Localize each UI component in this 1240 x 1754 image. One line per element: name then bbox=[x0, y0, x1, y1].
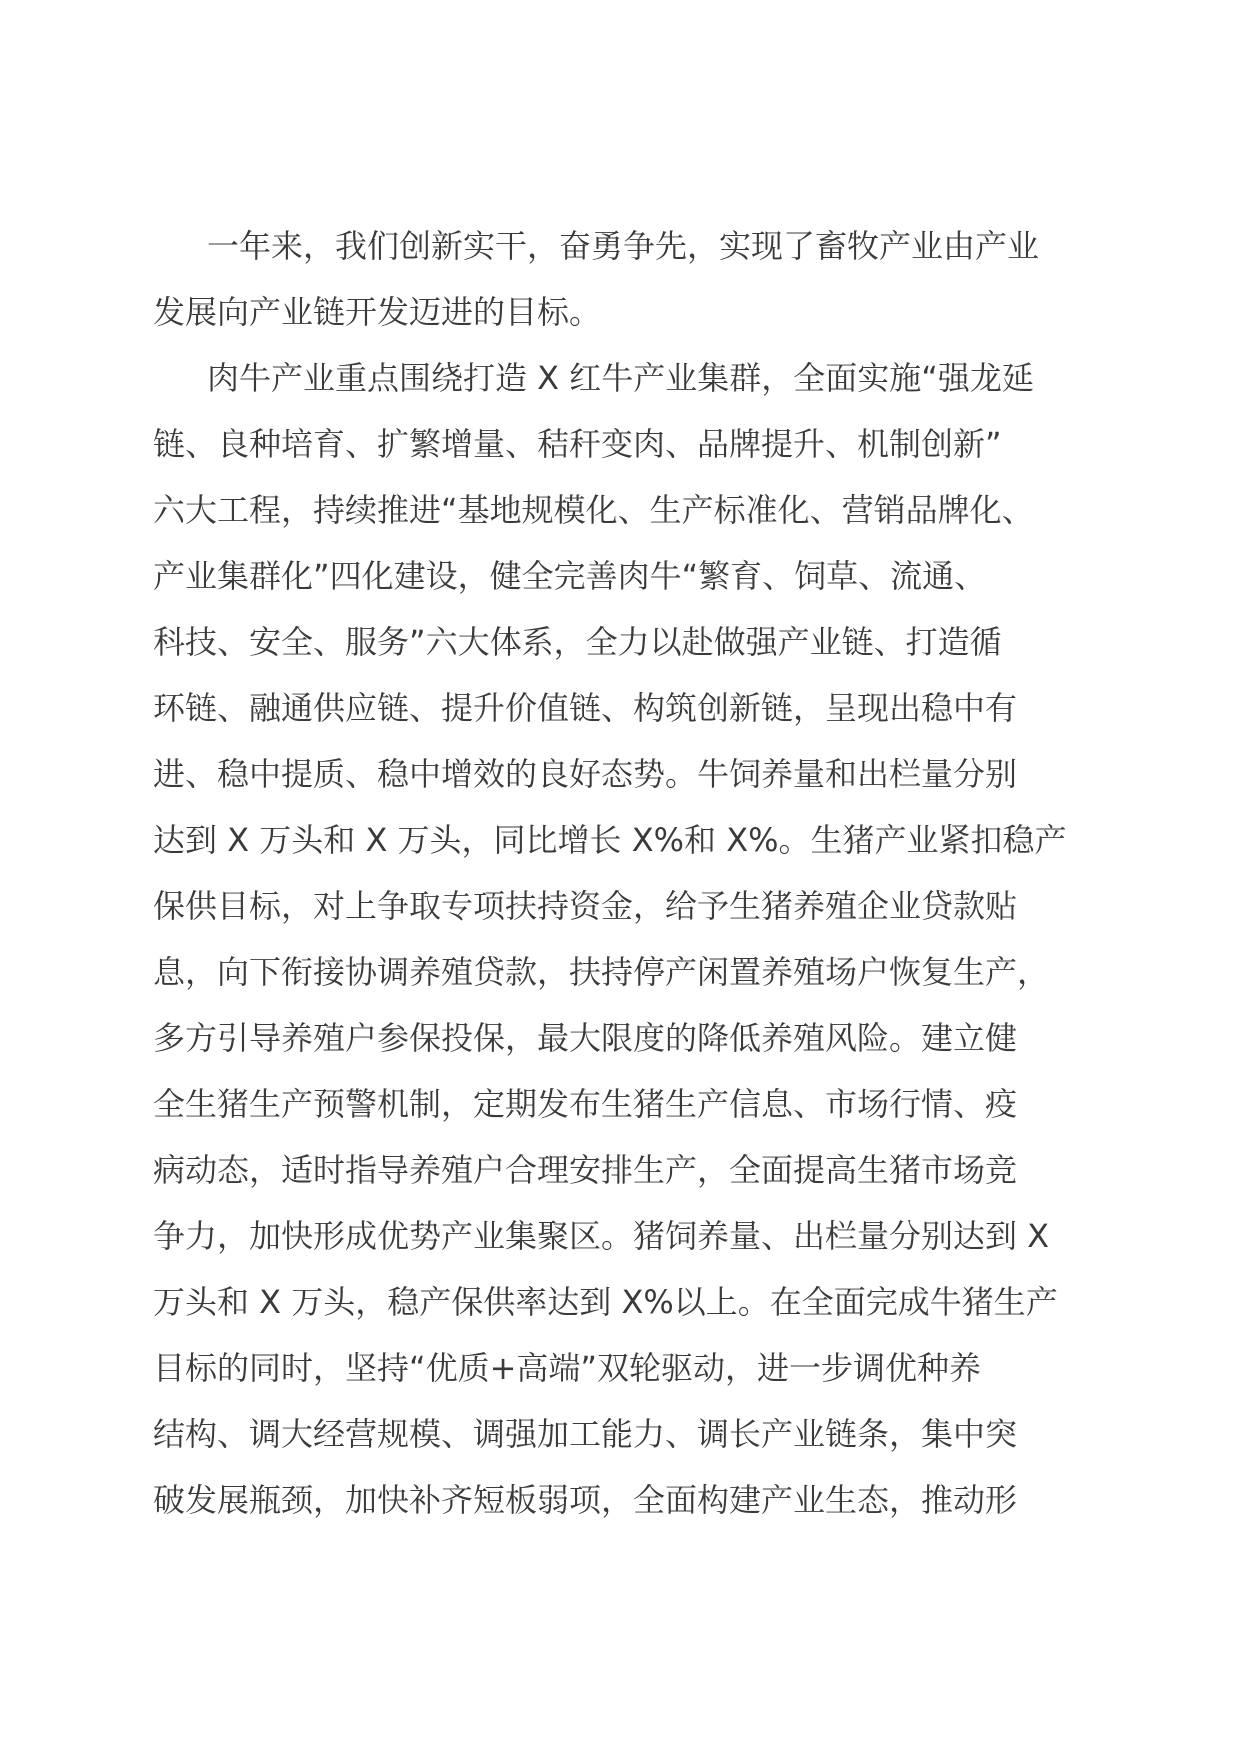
paragraph-2-line-11: 多方引导养殖户参保投保，最大限度的降低养殖风险。建立健 bbox=[153, 1019, 1018, 1057]
paragraph-2-line-18: 破发展瓶颈，加快补齐短板弱项，全面构建产业生态，推动形 bbox=[153, 1481, 1018, 1519]
paragraph-2-line-8: 达到 X 万头和 X 万头，同比增长 X%和 X%。生猪产业紧扣稳产 bbox=[153, 821, 1067, 859]
paragraph-2-line-9: 保供目标，对上争取专项扶持资金，给予生猪养殖企业贷款贴 bbox=[153, 887, 1018, 925]
paragraph-2-line-4: 产业集群化”四化建设，健全完善肉牛“繁育、饲草、流通、 bbox=[153, 557, 987, 595]
paragraph-2-line-14: 争力，加快形成优势产业集聚区。猪饲养量、出栏量分别达到 X bbox=[153, 1217, 1050, 1255]
paragraph-2-line-6: 环链、融通供应链、提升价值链、构筑创新链，呈现出稳中有 bbox=[153, 689, 1018, 727]
paragraph-2-line-7: 进、稳中提质、稳中增效的良好态势。牛饲养量和出栏量分别 bbox=[153, 755, 1018, 793]
paragraph-2-line-16: 目标的同时，坚持“优质+高端”双轮驱动，进一步调优种养 bbox=[153, 1349, 981, 1387]
paragraph-2-line-10: 息，向下衔接协调养殖贷款，扶持停产闲置养殖场户恢复生产， bbox=[153, 953, 1050, 991]
body-text bbox=[153, 213, 1093, 1533]
paragraph-2-line-15: 万头和 X 万头，稳产保供率达到 X%以上。在全面完成牛猪生产 bbox=[153, 1283, 1058, 1321]
paragraph-2-line-3: 六大工程，持续推进“基地规模化、生产标准化、营销品牌化、 bbox=[153, 491, 1034, 529]
paragraph-1-line-1: 一年来，我们创新实干，奋勇争先，实现了畜牧产业由产业 bbox=[207, 227, 1040, 265]
paragraph-1-line-2: 发展向产业链开发迈进的目标。 bbox=[153, 293, 602, 331]
paragraph-2-line-13: 病动态，适时指导养殖户合理安排生产，全面提高生猪市场竞 bbox=[153, 1151, 1018, 1189]
paragraph-2-line-1: 肉牛产业重点围绕打造 X 红牛产业集群，全面实施“强龙延 bbox=[207, 359, 1034, 397]
paragraph-2-line-5: 科技、安全、服务”六大体系，全力以赴做强产业链、打造循 bbox=[153, 623, 1002, 661]
paragraph-2-line-12: 全生猪生产预警机制，定期发布生猪生产信息、市场行情、疫 bbox=[153, 1085, 1018, 1123]
paragraph-2-line-2: 链、良种培育、扩繁增量、秸秆变肉、品牌提升、机制创新” bbox=[153, 425, 1002, 463]
paragraph-2-line-17: 结构、调大经营规模、调强加工能力、调长产业链条，集中突 bbox=[153, 1415, 1018, 1453]
